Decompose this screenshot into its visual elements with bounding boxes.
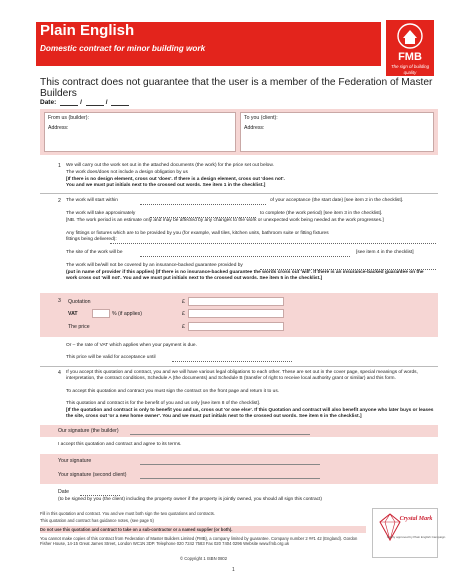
fittings-field[interactable] — [110, 243, 436, 244]
take-rest: to complete (the work period) [see item 3 in the checklist]. — [260, 211, 383, 216]
section-2-number: 2 — [58, 198, 61, 204]
date-row: Date: / / — [40, 99, 131, 106]
client-label: To you (client): — [244, 115, 278, 121]
section-1-number: 1 — [58, 163, 61, 169]
logo-tagline: The sign of building quality — [386, 64, 434, 76]
price-field[interactable] — [188, 322, 284, 331]
fittings-text-2: fittings being delivered): — [66, 237, 117, 242]
valid-label: This price will be valid for acceptance until — [66, 355, 156, 360]
client-signature-panel — [40, 454, 438, 484]
footer-guidance: This quotation and contract has guidance notes, (see page 5) — [40, 518, 154, 523]
start-label: The work will start within — [66, 198, 118, 203]
date-month-field[interactable] — [86, 99, 104, 106]
footer-fill-in: Fill in this quotation and contract. You and we must both sign the two quotations and contracts. — [40, 511, 216, 516]
vat-rate-label: % (if applies) — [112, 311, 142, 317]
work-period-note: [NB. The work period is an estimate only and may be affected by any changes to the work or unexpected work being needed as the work progresses.] — [66, 218, 384, 223]
section-4-para-2: To accept this quotation and contract you must sign the contract on the front page and return it to us. — [66, 389, 280, 394]
disclaimer-headline: This contract does not guarantee that the user is a member of the Federation of Master Builders — [40, 77, 433, 99]
fittings-text: Any fittings or fixtures which are to be provided by you (for example, wall tiles, kitchen units, bathroom suite or fitting fixtures — [66, 231, 329, 236]
second-client-signature-label: Your signature (second client) — [58, 472, 127, 478]
crystal-mark-icon — [372, 508, 446, 558]
site-field[interactable] — [140, 256, 350, 257]
start-rest: of your acceptance (the start date) [see item 2 in the checklist]. — [270, 198, 404, 203]
page-number: 1 — [232, 567, 235, 573]
insurance-text-2: (put in name of provider if this applies) [If there is no insurance-backed guarantee the words cross out 'will'. If there is an insurance-backed guarantee on the work cross out 'will not'. You and we must put initials next to the crossed out words. See item 5 in the checklist.] — [66, 270, 424, 281]
builder-label: From us (builder): — [48, 115, 89, 121]
date-day-field[interactable] — [60, 99, 78, 106]
vat-label: VAT — [68, 311, 78, 317]
section-1-line-2: The work does/does not include a design obligation by us — [66, 170, 188, 175]
section-4-number: 4 — [58, 370, 61, 376]
insurance-text-1: The work will be/will not be covered by an insurance-backed guarantee provided by — [66, 263, 243, 268]
section-1-line-4: You and we must put initials next to the crossed out words. See item 1 in the checklist.] — [66, 183, 266, 188]
client-address-label: Address: — [244, 125, 265, 131]
footer-sub-warning: Do not use this quotation and contract to take on a sub-contractor or a named supplier (or both). — [40, 527, 233, 532]
quotation-field[interactable] — [188, 297, 284, 306]
accept-text: I accept this quotation and contract and agree to its terms. — [58, 442, 182, 447]
page-subtitle: Domestic contract for minor building work — [40, 44, 206, 53]
client-date-label: Date — [58, 489, 69, 495]
site-label: The site of the work will be — [66, 250, 123, 255]
price-label: The price — [68, 324, 90, 330]
divider — [40, 366, 438, 367]
section-4-para-3: [If the quotation and contract is only to benefit you and us, cross out 'or one else'. If this Quotation and contract will also benefit anyone who later buys or leases the site, cross out 'or a new home owner'. You and we must put initials next to the crossed out words. See item 6 in the checklist.] — [66, 408, 434, 419]
section-3-number: 3 — [58, 298, 61, 304]
quotation-label: Quotation — [68, 299, 91, 305]
site-checklist-note: [see item 4 in the checklist] — [356, 250, 414, 255]
footer-copyright-2: © Copyright 1 ISBN 0802 — [180, 556, 228, 561]
joint-ownership-note: (to be signed by you (the client) including the property owner if the property is jointly owned, you should all sign this contract) — [58, 497, 322, 502]
take-label: The work will take approximately — [66, 211, 136, 216]
crystal-mark-title: Crystal Mark — [399, 516, 433, 522]
builder-address-label: Address: — [48, 125, 69, 131]
start-field[interactable] — [140, 204, 266, 205]
builder-signature-field[interactable] — [130, 434, 310, 435]
client-signature-label: Your signature — [58, 458, 92, 464]
date-label: Date: — [40, 99, 57, 106]
builder-signature-label: Our signature (the builder) — [58, 428, 119, 434]
divider — [40, 193, 438, 194]
valid-field[interactable] — [172, 361, 292, 362]
client-signature-field[interactable] — [140, 464, 320, 465]
currency-quotation: £ — [182, 299, 185, 305]
footer-copyright: You cannot make copies of this contract from Federation of Master Builders Limited (FMB), a company limited by guarantee. Company number 2 ##1 42 (England). Gordon Fisher House, 14-15 Great James Street, London WC1N 3DP. Telephone 020 7242 7583 Fax 020 7404 0296 Website www.fmb.org.uk — [40, 536, 358, 546]
client-date-field[interactable] — [80, 495, 120, 496]
svg-text:FMB: FMB — [398, 51, 422, 63]
date-year-field[interactable] — [111, 99, 129, 106]
currency-price: £ — [182, 324, 185, 330]
vat-rate-field[interactable] — [92, 309, 110, 318]
section-1-line-3: [If there is no design element, cross out 'does'. If there is a design element, cross out 'does not'. — [66, 177, 285, 182]
vat-field[interactable] — [188, 309, 284, 318]
section-4-sign-note: This quotation and contract is for the benefit of you and us only [see item 8 of the checklist]. — [66, 401, 261, 406]
second-client-signature-field[interactable] — [140, 478, 320, 479]
currency-vat: £ — [182, 311, 185, 317]
section-1-line-1: We will carry out the work set out in the attached documents (the work) for the price set out below. — [66, 163, 274, 168]
section-4-para-1: If you accept this quotation and contract, you and we will have various legal obligations to each other. These are set out in the cover page, special meanings of words, interpretation, the contract conditions, Schedule A (the documents) and Schedule B (transfer of right to receive local authority grant or similar) and this form. — [66, 370, 418, 381]
or-vat-text: Or – the rate of VAT which applies when your payment is due. — [66, 343, 197, 348]
page-title: Plain English — [40, 22, 135, 39]
crystal-mark-sub: Clarity approved by Plain English Campaign — [386, 535, 446, 539]
